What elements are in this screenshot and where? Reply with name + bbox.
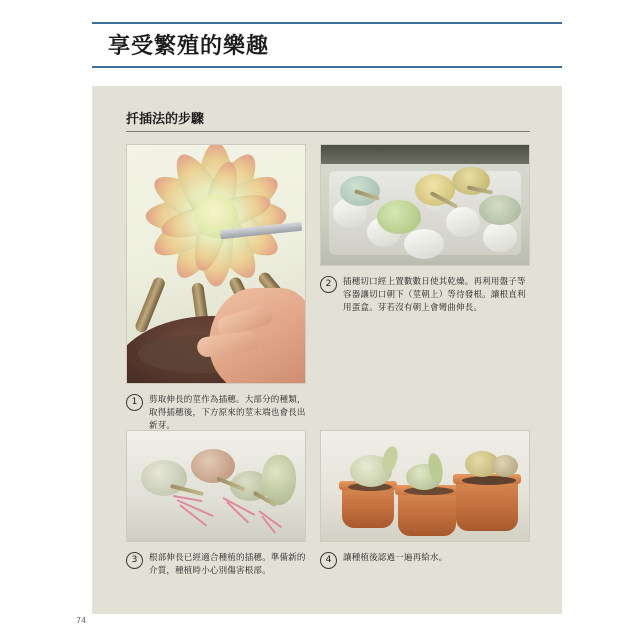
header-rule-bottom bbox=[92, 66, 562, 68]
echeveria-rosette-illustration bbox=[141, 144, 291, 291]
figure-4-caption bbox=[320, 552, 530, 569]
figure-3-number: 3 bbox=[126, 552, 143, 569]
figure-1 bbox=[126, 144, 306, 474]
figure-2-caption bbox=[320, 276, 530, 316]
figure-1-caption bbox=[126, 394, 306, 434]
figure-4-caption-text: 讓種植後認過一遍再給水。 bbox=[343, 553, 448, 563]
figure-1-number: 1 bbox=[126, 394, 143, 411]
figure-2 bbox=[320, 144, 530, 434]
figure-1-caption-text: 剪取伸長的莖作為插穗。大部分的種類，取得插穗後，下方原來的莖末端也會長出新芽。 bbox=[149, 395, 306, 432]
figure-3-caption bbox=[126, 552, 306, 578]
page-title: 享受繁殖的樂趣 bbox=[108, 34, 270, 59]
figure-2-caption-text: 插穗切口經上置數數日使其乾燥。再利用盤子等容器讓切口朝下（莖朝上）等待發根。讓根直利用蛋盒。芽若沒有朝上會彎曲伸長。 bbox=[343, 277, 526, 314]
page-number: 74 bbox=[76, 616, 87, 625]
figure-4 bbox=[320, 430, 530, 590]
figure-3 bbox=[126, 430, 306, 590]
figure-2-number: 2 bbox=[320, 276, 337, 293]
header-rule-top bbox=[92, 22, 562, 24]
figure-4-number: 4 bbox=[320, 552, 337, 569]
section-divider bbox=[126, 131, 530, 132]
photo-3 bbox=[126, 430, 306, 542]
figure-3-caption-text: 根部伸長已經適合種植的插穗。準備新的介質，種植時小心別傷害根部。 bbox=[149, 553, 306, 577]
content-panel bbox=[92, 86, 562, 614]
page-header bbox=[92, 22, 562, 68]
photo-2 bbox=[320, 144, 530, 266]
photo-4 bbox=[320, 430, 530, 542]
section-title: 扦插法的步驟 bbox=[126, 112, 205, 127]
photo-1 bbox=[126, 144, 306, 384]
